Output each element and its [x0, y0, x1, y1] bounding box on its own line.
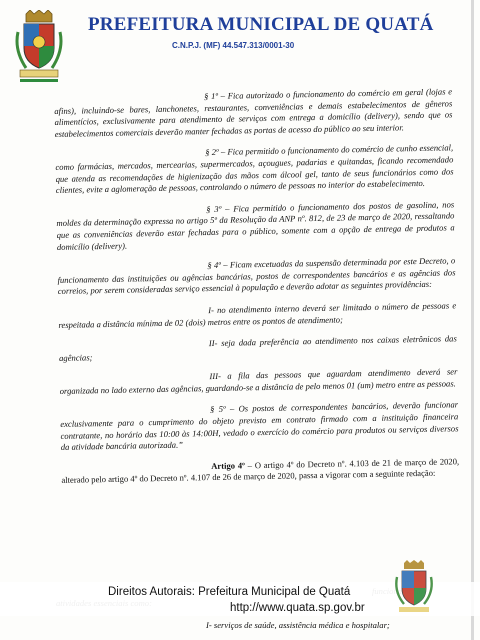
municipality-title: PREFEITURA MUNICIPAL DE QUATÁ [88, 14, 434, 35]
paragraph-3: § 3º – Fica permitido o funcionamento dos postos de gasolina, nos moldes da determinação expressa no artigo 5º da Resolução da ANP nº. 812, de 23 de março de 2020, ressaltando que as conveniências deverão estar fechadas para o público, somente com a opção de entrega de produtos a domicílio (delivery). [56, 199, 455, 252]
copyright-line: Direitos Autorais: Prefeitura Municipal de Quatá [108, 586, 351, 598]
decree-body [54, 86, 460, 497]
paragraph-5: § 5º – Os postos de correspondentes bancários, deverão funcionar exclusivamente para o cumprimento do objeto previsto em contrato firmado com a instituição financeira contratante, no horário das 10:00 às 14:00H, vedado o exercício do comércio para produtos ou serviços diversos da atividade bancária autorizada.” [60, 399, 459, 453]
item-i-health-services: I- serviços de saúde, assistência médica e hospitalar; [206, 620, 390, 630]
article-4-label: Artigo 4º [211, 460, 246, 471]
page-edge [471, 0, 474, 640]
cnpj-line: C.N.P.J. (MF) 44.547.313/0001-30 [172, 41, 295, 50]
municipal-crest-logo [14, 10, 64, 90]
watermark-crest-icon [394, 560, 434, 620]
article-4-text: – O artigo 4º do Decreto nº. 4.103 de 21 de março de 2020, alterado pelo artigo 4º do Decreto nº. 4.107 de 26 de março de 2020, passa a vigorar com a seguinte redação: [61, 456, 460, 486]
item-ii: II- seja dada preferência ao atendimento nos caixas eletrônicos das agências; [58, 333, 457, 363]
paragraph-2: § 2º – Fica permitido o funcionamento do comércio de cunho essencial, como farmácias, mercados, mercearias, supermercados, açougues, padarias e quitandas, ficando recomendado que atenda as recomendações de higienização das mãos com álcool gel, tanto de seus funcionários como dos clientes, evite a aglomeração de pessoas, controlando o número de pessoas no interior do estabelecimento. [55, 142, 454, 196]
article-4 [61, 456, 459, 487]
item-iii: III- a fila das pessoas que aguardam atendimento deverá ser organizada no lado externo das agências, guardando-se a distância de pelo menos 01 (um) metro entre as pessoas. [59, 366, 458, 396]
paragraph-1: § 1º – Fica autorizado o funcionamento do comércio em geral (lojas e afins), incluindo-se bares, lanchonetes, restaurantes, conveniências e demais estabelecimentos de gêneros alimentícios, exclusivamente para atendimento de serviços com entrega a domicílio (delivery), sendo que os estabelecimentos comerciais deverão manter fechadas as portas de acesso do público ao seu interior. [54, 86, 453, 139]
paragraph-4: § 4º – Ficam excetuadas da suspensão determinada por este Decreto, o funcionamento das instituições ou agências bancárias, postos de correspondentes bancários e as agências dos correios, por serem consideradas serviço essencial à população e deverão adotar as seguintes providências: [57, 255, 456, 297]
item-i: I- no atendimento interno deverá ser limitado o número de pessoas e respeitada a distância mínima de 02 (dois) metros entre os pontos de atendimento; [58, 300, 457, 330]
website-url: http://www.quata.sp.gov.br [230, 602, 365, 614]
